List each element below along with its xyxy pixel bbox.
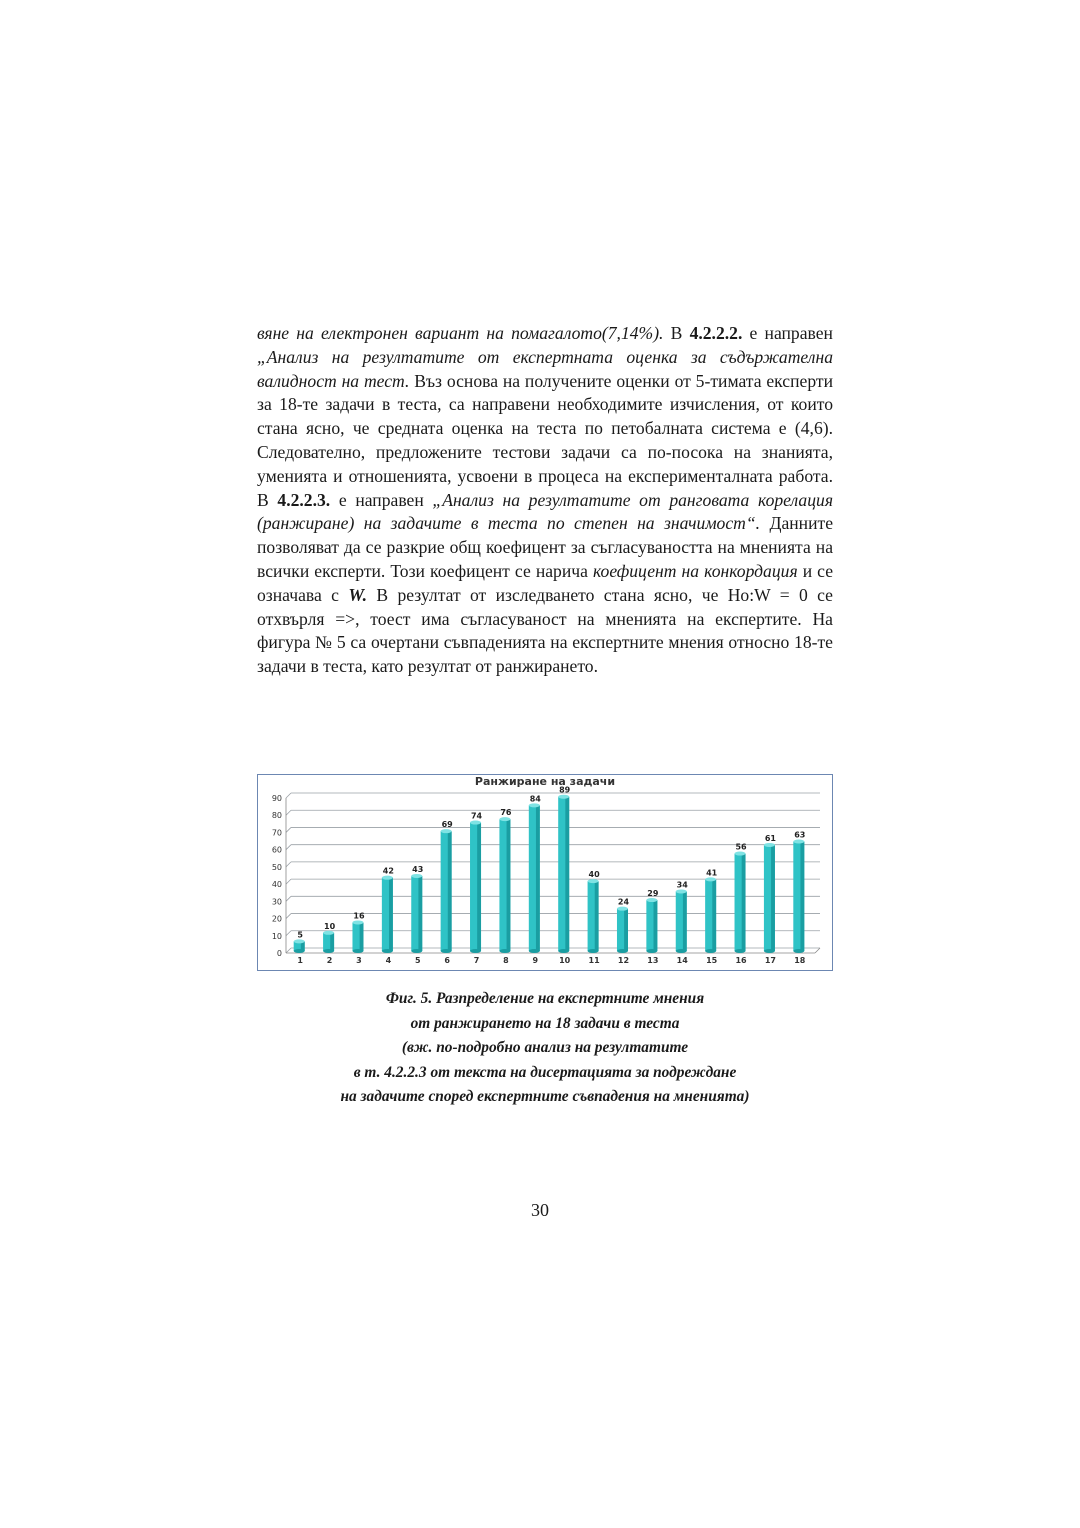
gridline-depth	[286, 827, 291, 832]
caption-line: в т. 4.2.2.3 от текста на дисертацията за подреждане	[353, 1063, 737, 1081]
x-tick-label: 9	[532, 956, 539, 965]
gridline-depth	[286, 845, 291, 850]
floor-edge	[815, 948, 820, 953]
page-number: 30	[531, 1200, 549, 1220]
chart-frame	[257, 774, 833, 971]
symbol-w: W.	[348, 584, 368, 605]
text-span: и се означава с	[257, 560, 834, 605]
bar	[646, 898, 657, 953]
x-tick-label: 3	[356, 956, 362, 965]
data-label: 10	[324, 921, 336, 931]
text-span: Данните позволяват да се разкрие общ коефицент за съгласуваността на мненията на всички експерти. Този коефицент се нарича	[257, 513, 834, 581]
analysis-title: „Анализ на резултатите от експертната оценка за съдържателна валидност на тест.	[257, 346, 833, 391]
data-label: 41	[706, 868, 718, 878]
bar	[352, 920, 363, 953]
text-span: вяне на електронен вариант на помагалото(7,14%).	[257, 323, 664, 343]
data-label: 24	[617, 897, 630, 907]
bar	[764, 843, 775, 953]
data-label: 74	[470, 811, 483, 821]
y-tick-label: 60	[271, 845, 282, 855]
bar	[323, 931, 334, 953]
data-label: 76	[500, 808, 512, 818]
gridline-depth	[286, 862, 291, 867]
x-tick-label: 2	[326, 956, 333, 965]
x-tick-label: 16	[735, 956, 747, 965]
bar	[588, 879, 599, 953]
x-tick-label: 4	[385, 956, 392, 965]
caption-line: от ранжирането на 18 задачи в теста	[410, 1014, 680, 1032]
x-tick-label: 7	[473, 956, 480, 965]
data-label: 34	[676, 880, 688, 890]
data-label: 43	[412, 864, 424, 874]
gridline-depth	[286, 896, 291, 901]
data-label: 84	[529, 794, 541, 804]
data-label: 40	[588, 870, 600, 880]
data-label: 69	[441, 820, 453, 830]
x-tick-label: 12	[617, 956, 630, 965]
text-span: е направен	[330, 489, 433, 510]
caption-line: (вж. по-подробно анализ на резултатите	[401, 1039, 689, 1056]
bar	[470, 821, 481, 953]
ranking-chart	[258, 775, 832, 970]
bar	[735, 852, 746, 953]
data-label: 61	[764, 833, 776, 843]
y-tick-label: 40	[271, 880, 282, 890]
y-tick-label: 20	[271, 914, 282, 924]
x-tick-label: 14	[676, 956, 688, 965]
y-tick-label: 10	[271, 931, 282, 941]
bar	[705, 877, 716, 953]
bar	[441, 829, 452, 953]
x-tick-label: 8	[503, 956, 509, 965]
data-label: 5	[297, 930, 303, 940]
bar	[382, 876, 393, 953]
y-tick-label: 80	[271, 811, 282, 821]
y-tick-label: 30	[271, 897, 282, 907]
text-span: Въз основа на получените оценки от 5-тимата експерти за 18-те задачи в теста, са направени необходимите изчисления, от които стана ясно, че средната оценка на теста по петобалната система е (4,6). Следователно, предложените тестови задачи са по-посока на знанията, уменията и отношенията, усвоени в процеса на експерименталната работа. В	[257, 370, 833, 510]
gridline-depth	[286, 948, 291, 953]
data-label: 16	[353, 911, 365, 921]
text-span: В	[663, 323, 690, 343]
analysis-title: „Анализ на резултатите от ранговата корелация (ранжиране) на задачите в теста по степен на значимост“.	[257, 489, 833, 534]
text-span: В резултат от изследването стана ясно, че Ho:W = 0 се отхвърля =>, тоест има съгласуваност на мненията на експертите. На фигура № 5 са очертани съвпаденията на експертните мнения относно 18-те задачи в теста, като резултат от ранжирането.	[257, 584, 833, 677]
gridline-depth	[286, 914, 291, 919]
data-label: 63	[794, 830, 806, 840]
data-label: 56	[735, 842, 747, 852]
chart-title: Ранжиране на задачи	[474, 775, 616, 788]
text-span: е направен	[742, 323, 833, 343]
bar	[617, 907, 628, 953]
caption-line: на задачите според експертните съвпадения на мненията)	[340, 1088, 750, 1105]
body-paragraph	[257, 322, 833, 679]
body-text	[257, 322, 833, 679]
y-tick-label: 0	[276, 949, 282, 958]
bar	[294, 939, 305, 953]
x-tick-label: 17	[764, 956, 776, 965]
x-tick-label: 1	[297, 956, 303, 965]
section-ref: 4.2.2.2.	[689, 323, 743, 343]
x-tick-label: 15	[706, 956, 718, 965]
x-tick-label: 10	[559, 956, 571, 965]
data-label: 89	[559, 785, 571, 795]
x-tick-label: 13	[647, 956, 659, 965]
section-ref: 4.2.2.3.	[277, 489, 331, 510]
x-tick-label: 6	[444, 956, 450, 965]
gridline-depth	[286, 879, 291, 884]
bar	[499, 817, 510, 953]
y-tick-label: 50	[271, 862, 282, 872]
bar	[529, 803, 540, 953]
bar	[411, 874, 422, 953]
gridline-depth	[286, 793, 291, 798]
y-tick-label: 90	[271, 794, 282, 803]
bar	[793, 840, 804, 954]
bar	[558, 795, 569, 953]
caption-line: Фиг. 5. Разпределение на експертните мнения	[385, 990, 705, 1007]
y-tick-label: 70	[271, 828, 282, 838]
figure-caption	[257, 987, 833, 1110]
bar	[676, 889, 687, 953]
gridline-depth	[286, 810, 291, 815]
term: коефицент на конкордация	[593, 560, 798, 581]
data-label: 29	[647, 889, 659, 899]
x-tick-label: 11	[588, 956, 600, 965]
data-label: 42	[382, 866, 394, 876]
gridline-depth	[286, 931, 291, 936]
x-tick-label: 5	[414, 956, 421, 965]
x-tick-label: 18	[794, 956, 806, 965]
